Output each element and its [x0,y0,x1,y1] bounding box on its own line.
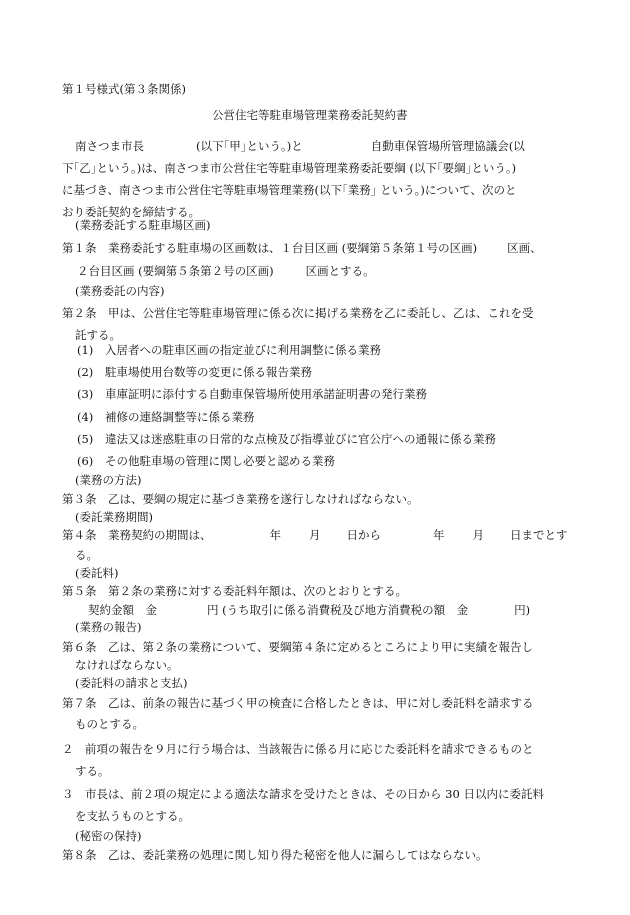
article-4-heading: (委託業務期間) [75,510,153,524]
item-text: 違法又は迷惑駐車の日常的な点検及び指導並びに官公庁への通報に係る業務 [105,432,496,446]
article-2-line-1: 第２条 甲は、公営住宅等駐車場管理に係る次に掲げる業務を乙に委託し、乙は、これを受 [62,306,534,320]
list-item [77,367,312,379]
contract-amount-label: 契約金額 金 [88,603,157,617]
article-3-line-1: 第３条 乙は、要綱の規定に基づき業務を遂行しなければならない。 [62,492,419,506]
item-number: (1) [77,343,94,357]
document-title: 公営住宅等駐車場管理業務委託契約書 [212,108,408,122]
list-item [77,456,335,468]
article-4-text: 第４条 業務契約の期間は、 [62,528,212,542]
article-1-line-1 [62,243,542,255]
article-2-line-2: 託する。 [75,328,121,342]
article-1-unit: 区画、 [507,241,542,255]
list-item [77,345,381,357]
article-8-heading: (秘密の保持) [75,829,142,843]
start-year-label: 年 [269,528,281,542]
list-item [77,434,496,446]
preamble-line-2: 下｢乙｣という。)は、南さつま市公営住宅等駐車場管理業務委託要綱 (以下｢要綱｣という。) [62,161,517,175]
article-5-line-1: 第５条 第２条の業務に対する委託料年額は、次のとおりとする。 [62,584,407,598]
article-7-line-1: 第７条 乙は、前条の報告に基づく甲の検査に合格したときは、甲に対し委託料を請求する [62,696,534,710]
article-4-line-1 [62,530,568,542]
item-text: 補修の連絡調整等に係る業務 [105,410,255,424]
preamble-party-a-def: (以下｢甲｣という。)と [196,139,303,153]
article-7-heading: (委託料の請求と支払) [75,676,188,690]
item-text: 車庫証明に添付する自動車保管場所使用承諾証明書の発行業務 [105,387,427,401]
preamble-line-1 [75,141,525,153]
article-7-para-3-line-1: ３ 市長は、前２項の規定による適法な請求を受けたときは、その日から 30 日以内に委託料 [62,787,544,801]
item-text: その他駐車場の管理に関し必要と認める業務 [105,454,335,468]
item-number: (6) [77,454,94,468]
article-1-line-2 [77,266,375,278]
article-5-line-2 [88,605,530,617]
article-3-heading: (業務の方法) [75,473,142,487]
article-1-unit-2: 区画とする。 [305,264,375,278]
item-text: 駐車場使用台数等の変更に係る報告業務 [105,365,312,379]
list-item [77,389,427,401]
article-4-line-2: る。 [75,548,98,562]
preamble-line-4: おり委託契約を締結する。 [62,205,200,219]
article-8-line-1: 第８条 乙は、委託業務の処理に関し知り得た秘密を他人に漏らしてはならない。 [62,848,488,862]
tax-amount-unit: 円) [514,603,531,617]
article-6-heading: (業務の報告) [75,620,142,634]
end-day-label: 日までとす [510,528,568,542]
preamble-party-b: 自動車保管場所管理協議会(以 [370,139,525,153]
end-month-label: 月 [472,528,484,542]
article-7-line-2: ものとする。 [75,717,144,731]
list-item [77,412,255,424]
article-7-para-3-line-2: を支払うものとする。 [75,809,190,823]
preamble-party-a: 南さつま市長 [75,139,144,153]
article-7-para-2-line-1: ２ 前項の報告を９月に行う場合は、当該報告に係る月に応じた委託料を請求できるものと [62,742,534,756]
form-label: 第１号様式(第３条関係) [62,82,186,96]
item-number: (3) [77,387,94,401]
article-6-line-2: なければならない。 [75,658,179,672]
item-text: 入居者への駐車区画の指定並びに利用調整に係る業務 [105,343,381,357]
article-6-line-1: 第６条 乙は、第２条の業務について、要綱第４条に定めるところにより甲に実績を報告し [62,640,534,654]
article-1-text: 第１条 業務委託する駐車場の区画数は、１台目区画 (要綱第５条第１号の区画) [62,241,478,255]
start-day-label: 日から [346,528,381,542]
article-7-para-2-line-2: する。 [75,764,110,778]
article-5-heading: (委託料) [75,566,119,580]
article-2-heading: (業務委託の内容) [75,284,165,298]
start-month-label: 月 [309,528,321,542]
item-number: (2) [77,365,94,379]
end-year-label: 年 [433,528,445,542]
tax-amount-label: 円 (うち取引に係る消費税及び地方消費税の額 金 [207,603,469,617]
item-number: (4) [77,410,94,424]
preamble-line-3: に基づき、南さつま市公営住宅等駐車場管理業務(以下｢業務｣ という。)について、次のと [62,183,517,197]
article-1-text-2: ２台目区画 (要綱第５条第２号の区画) [77,264,274,278]
item-number: (5) [77,432,94,446]
article-1-heading: (業務委託する駐車場区画) [75,218,211,232]
